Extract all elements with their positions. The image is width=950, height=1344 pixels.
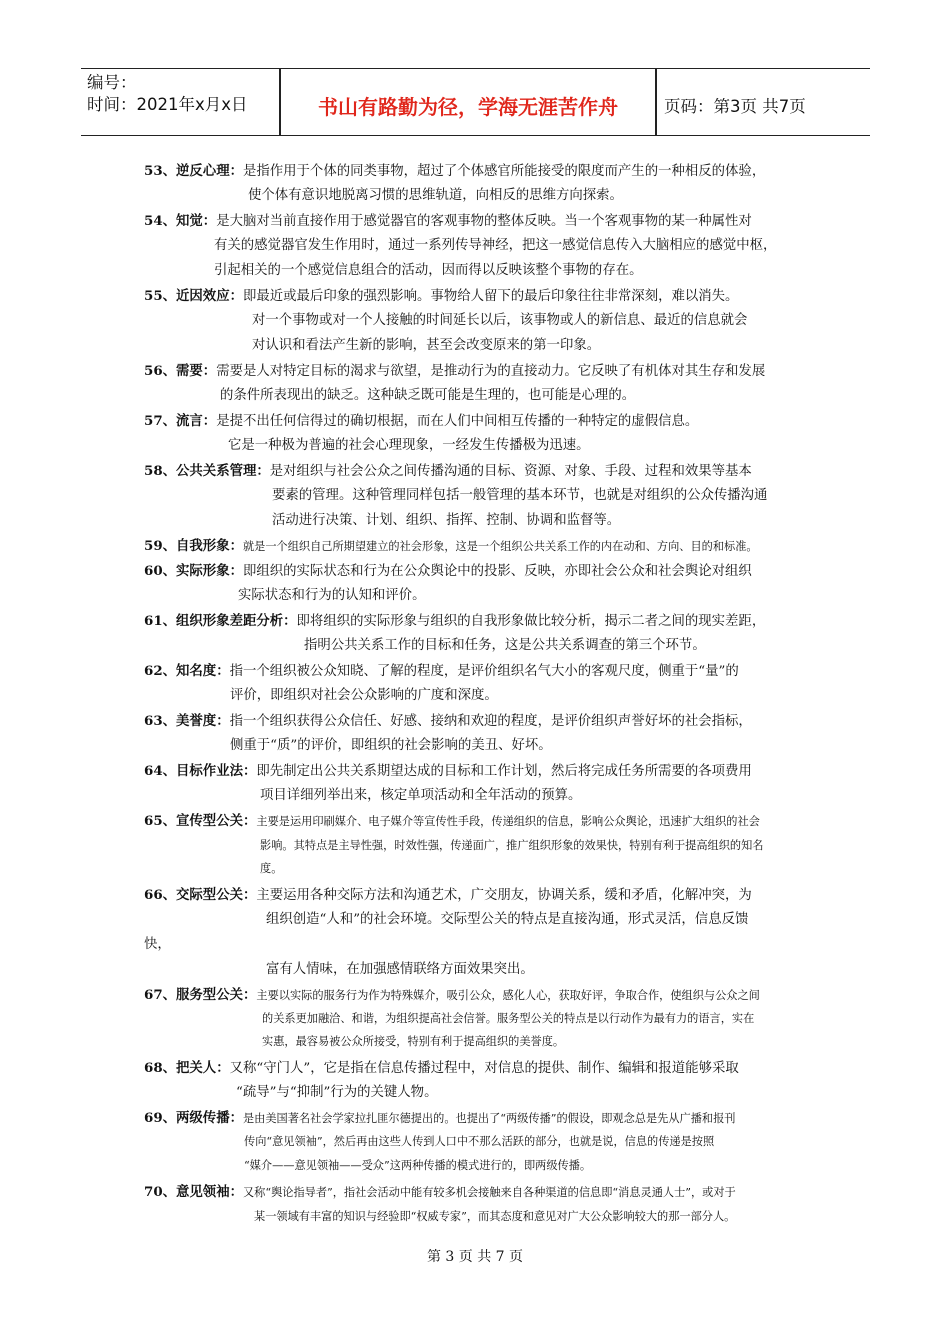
- entry-55-cont: 对认识和看法产生新的影响，甚至会改变原来的第一印象。: [252, 338, 601, 353]
- entry-53-cont: 使个体有意识地脱离习惯的思维轨道，向相反的思维方向探索。: [248, 188, 623, 203]
- entry-term: 实际形象：: [176, 563, 243, 579]
- entry-text: 是指作用于个体的同类事物，超过了个体感官所能接受的限度而产生的一种相反的体验，: [242, 164, 766, 179]
- entry-54-line: [144, 211, 752, 232]
- entry-number: 67、: [144, 987, 177, 1003]
- entry-58-cont: 要素的管理。这种管理同样包括一般管理的基本环节，也就是对组织的公众传播沟通: [272, 488, 768, 503]
- entry-63-cont: 侧重于“质”的评价，即组织的社会影响的美丑、好坏。: [230, 738, 552, 753]
- entry-term: 需要：: [176, 363, 217, 379]
- entry-term: 目标作业法：: [176, 763, 257, 779]
- header-left: [87, 72, 248, 116]
- entry-text: 是大脑对当前直接作用于感觉器官的客观事物的整体反映。当一个客观事物的某一种属性对: [216, 214, 752, 229]
- entry-number: 66、: [144, 887, 177, 903]
- entry-text: 指一个组织被公众知晓、了解的程度，是评价组织名气大小的客观尺度，侧重于“量”的: [229, 664, 739, 679]
- entry-57-line: [144, 411, 698, 432]
- entry-text: 即将组织的实际形象与组织的自我形象做比较分析，揭示二者之间的现实差距，: [296, 614, 766, 629]
- entry-number: 57、: [144, 413, 177, 429]
- entry-65-cont: 度。: [260, 862, 283, 875]
- entry-60-cont: 实际状态和行为的认知和评价。: [238, 588, 426, 603]
- entry-number: 54、: [144, 213, 177, 229]
- entry-66-line: [144, 885, 752, 906]
- header-page-info: 页码：第3页 共7页: [664, 97, 806, 116]
- entry-67-cont: 的关系更加融洽、和谐，为组织提高社会信誉。服务型公关的特点是以行动作为最有力的语言，实在: [262, 1012, 755, 1025]
- entry-term: 把关人：: [176, 1060, 230, 1076]
- entry-62-cont: 评价，即组织对社会公众影响的广度和深度。: [230, 688, 498, 703]
- entry-54-cont: 有关的感觉器官发生作用时，通过一系列传导神经，把这一感觉信息传入大脑相应的感觉中枢，: [214, 238, 777, 253]
- entry-term: 交际型公关：: [176, 887, 257, 903]
- entry-term: 知觉：: [176, 213, 217, 229]
- entry-number: 68、: [144, 1060, 177, 1076]
- entry-text: 指一个组织获得公众信任、好感、接纳和欢迎的程度，是评价组织声誉好坏的社会指标，: [229, 714, 752, 729]
- entry-69-cont: “媒介——意见领袖——受众”这两种传播的模式进行的，即两级传播。: [244, 1159, 592, 1172]
- entry-term: 服务型公关：: [176, 987, 257, 1003]
- entry-number: 61、: [144, 613, 177, 629]
- entry-number: 55、: [144, 288, 177, 304]
- entry-term: 自我形象：: [176, 538, 243, 554]
- entry-63-line: [144, 711, 752, 732]
- entry-66-cont: 富有人情味，在加强感情联络方面效果突出。: [266, 962, 534, 977]
- entry-term: 公共关系管理：: [176, 463, 270, 479]
- entry-61-line: [144, 611, 765, 632]
- entry-term: 美誉度：: [176, 713, 230, 729]
- entry-term: 意见领袖：: [176, 1184, 243, 1200]
- page-header: [81, 68, 870, 136]
- entry-65-cont: 影响。其特点是主导性强，时效性强，传递面广，推广组织形象的效果快，特别有利于提高组织的知名: [260, 839, 764, 852]
- entry-67-line: [144, 985, 760, 1006]
- entry-56-line: [144, 361, 765, 382]
- entry-55-line: [144, 286, 738, 307]
- entry-term: 流言：: [176, 413, 217, 429]
- entry-67-cont: 实惠，最容易被公众所接受，特别有利于提高组织的美誉度。: [262, 1035, 565, 1048]
- entry-text: 又称“舆论指导者”，指社会活动中能有较多机会接触来自各种渠道的信息即“消息灵通人士”，或对于: [242, 1186, 736, 1199]
- entry-text: 又称“守门人”，它是指在信息传播过程中，对信息的提供、制作、编辑和报道能够采取: [229, 1061, 739, 1076]
- entry-number: 64、: [144, 763, 177, 779]
- entry-57-cont: 它是一种极为普遍的社会心理现象，一经发生传播极为迅速。: [228, 438, 590, 453]
- entry-58-cont: 活动进行决策、计划、组织、指挥、控制、协调和监督等。: [272, 513, 621, 528]
- entry-text: 主要以实际的服务行为作为特殊媒介，吸引公众，感化人心，获取好评，争取合作，使组织与公众之间: [256, 989, 760, 1002]
- entry-65-line: [144, 811, 760, 832]
- entry-70-cont: 某一领域有丰富的知识与经验即“权威专家”，而其态度和意见对广大公众影响较大的那一部分人。: [254, 1210, 736, 1223]
- entry-text: 需要是人对特定目标的渴求与欲望，是推动行为的直接动力。它反映了有机体对其生存和发展: [216, 364, 766, 379]
- doc-time-label: 时间：2021年x月x日: [87, 95, 248, 114]
- entry-number: 53、: [144, 163, 177, 179]
- entry-61-cont: 指明公共关系工作的目标和任务，这是公共关系调查的第三个环节。: [304, 638, 706, 653]
- entry-number: 62、: [144, 663, 177, 679]
- entry-number: 65、: [144, 813, 177, 829]
- entry-69-line: [144, 1108, 736, 1129]
- entry-55-cont: 对一个事物或对一个人接触的时间延长以后，该事物或人的新信息、最近的信息就会: [252, 313, 748, 328]
- entry-62-line: [144, 661, 739, 682]
- entry-text: 即组织的实际状态和行为在公众舆论中的投影、反映，亦即社会公众和社会舆论对组织: [242, 564, 752, 579]
- entry-number: 58、: [144, 463, 177, 479]
- entry-58-line: [144, 461, 752, 482]
- entry-53-line: [144, 161, 765, 182]
- entry-68-cont: “疏导”与“抑制”行为的关键人物。: [236, 1085, 438, 1100]
- entry-66-cont: 快，: [144, 937, 171, 952]
- entry-number: 63、: [144, 713, 177, 729]
- entry-text: 是提不出任何信得过的确切根据，而在人们中间相互传播的一种特定的虚假信息。: [216, 414, 699, 429]
- entry-66-cont: 组织创造“人和”的社会环境。交际型公关的特点是直接沟通，形式灵活，信息反馈: [266, 912, 749, 927]
- entry-text: 是由美国著名社会学家拉扎匪尔德提出的。也提出了“两级传播”的假设，即观念总是先从广播和报刊: [242, 1112, 736, 1125]
- entry-text: 即最近或最后印象的强烈影响。事物给人留下的最后印象往往非常深刻，难以消失。: [242, 289, 739, 304]
- header-divider: [655, 69, 657, 135]
- entry-text: 就是一个组织自己所期望建立的社会形象，这是一个组织公共关系工作的内在动和、方向、目的和标准。: [242, 540, 758, 553]
- entry-number: 69、: [144, 1110, 177, 1126]
- entry-text: 主要是运用印刷媒介、电子媒介等宣传性手段，传递组织的信息，影响公众舆论，迅速扩大组织的社会: [256, 815, 760, 828]
- entry-term: 两级传播：: [176, 1110, 243, 1126]
- entry-text: 即先制定出公共关系期望达成的目标和工作计划，然后将完成任务所需要的各项费用: [256, 764, 752, 779]
- entry-term: 宣传型公关：: [176, 813, 257, 829]
- entry-term: 逆反心理：: [176, 163, 243, 179]
- entry-64-line: [144, 761, 752, 782]
- entry-68-line: [144, 1058, 739, 1079]
- entry-number: 70、: [144, 1184, 177, 1200]
- entry-69-cont: 传向“意见领袖”，然后再由这些人传到人口中不那么活跃的部分，也就是说，信息的传递是按照: [244, 1135, 715, 1148]
- entry-70-line: [144, 1182, 736, 1203]
- entry-59-line: [144, 536, 758, 557]
- entry-text: 是对组织与社会公众之间传播沟通的目标、资源、对象、手段、过程和效果等基本: [269, 464, 752, 479]
- entry-number: 56、: [144, 363, 177, 379]
- entry-term: 知名度：: [176, 663, 230, 679]
- page-footer: 第 3 页 共 7 页: [426, 1249, 524, 1265]
- doc-number-label: 编号：: [87, 73, 137, 92]
- entry-54-cont: 引起相关的一个感觉信息组合的活动，因而得以反映该整个事物的存在。: [214, 263, 643, 278]
- entry-56-cont: 的条件所表现出的缺乏。这种缺乏既可能是生理的，也可能是心理的。: [220, 388, 636, 403]
- entry-60-line: [144, 561, 752, 582]
- entry-64-cont: 项目详细列举出来，核定单项活动和全年活动的预算。: [260, 788, 582, 803]
- entry-term: 组织形象差距分析：: [176, 613, 297, 629]
- entry-number: 59、: [144, 538, 177, 554]
- entry-number: 60、: [144, 563, 177, 579]
- entry-text: 主要运用各种交际方法和沟通艺术，广交朋友，协调关系，缓和矛盾，化解冲突，为: [256, 888, 752, 903]
- header-motto: 书山有路勤为径，学海无涯苦作舟: [318, 95, 618, 119]
- entry-term: 近因效应：: [176, 288, 243, 304]
